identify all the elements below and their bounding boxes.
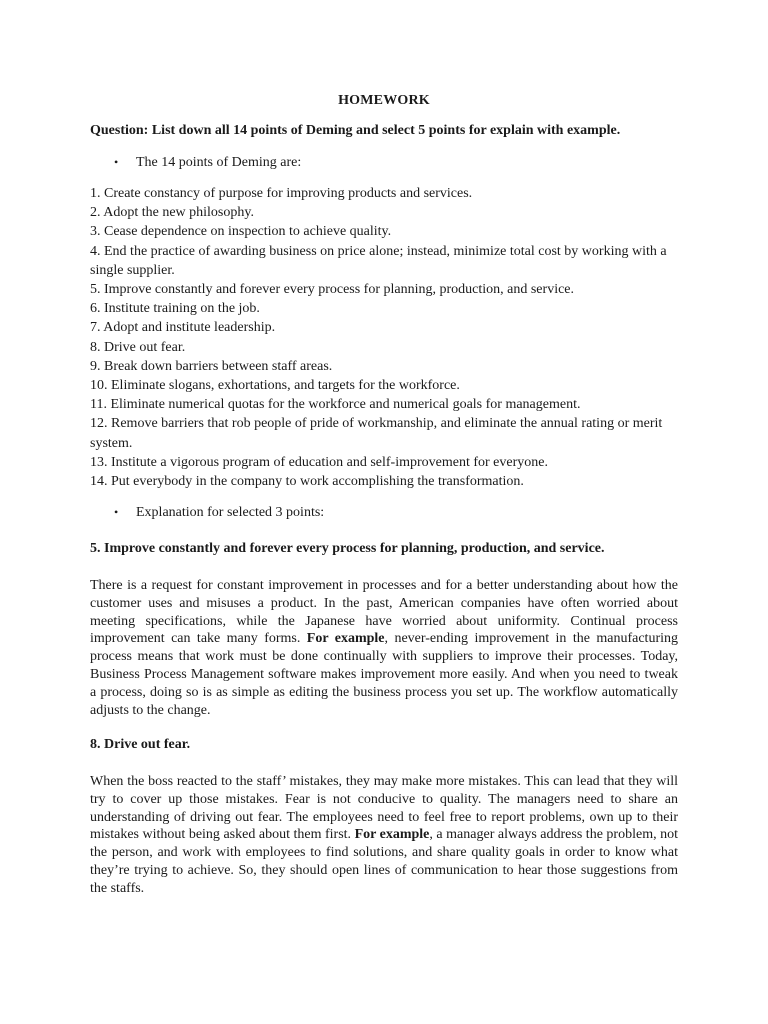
- list-item: 2. Adopt the new philosophy.: [90, 205, 254, 221]
- list-item: 11. Eliminate numerical quotas for the workforce and numerical goals for management.: [90, 397, 581, 413]
- paragraph-emphasis: For example: [306, 631, 385, 647]
- list-item: 12. Remove barriers that rob people of pride of workmanship, and eliminate the annual rating or merit system.: [90, 416, 663, 451]
- bullet-explanation-text: Explanation for selected 3 points:: [136, 505, 325, 520]
- list-item: 3. Cease dependence on inspection to achieve quality.: [90, 224, 392, 240]
- list-item: 7. Adopt and institute leadership.: [90, 320, 276, 336]
- section-paragraph-point-5: [90, 577, 678, 719]
- list-item: 4. End the practice of awarding business on price alone; instead, minimize total cost by working with a single supplier.: [90, 243, 667, 278]
- paragraph-text: There is a request for constant improvement in processes and for a better understanding about how the customer uses and misuses a product. In the past, American companies have often worried about meeting specifications, while the Japanese have worried about uniformity. Continual process improvement can take many forms.: [90, 578, 678, 647]
- bullet-explanation: [114, 505, 324, 521]
- paragraph-text: When the boss reacted to the staff’ mistakes, they may make more mistakes. This can lead that they will try to cover up those mistakes. Fear is not conducive to quality. The managers need to share an understanding of driving out fear. The employees need to feel free to report problems, own up to their mistakes without being asked about them first.: [90, 774, 678, 843]
- list-item: 9. Break down barriers between staff areas.: [90, 358, 333, 374]
- bullet-icon: •: [114, 505, 119, 519]
- deming-points-list: [90, 184, 678, 491]
- section-heading-point-5: 5. Improve constantly and forever every process for planning, production, and service.: [90, 541, 605, 556]
- list-item: 10. Eliminate slogans, exhortations, and targets for the workforce.: [90, 378, 460, 394]
- section-paragraph-point-8: [90, 773, 678, 898]
- question-text: Question: List down all 14 points of Deming and select 5 points for explain with example.: [90, 123, 621, 138]
- paragraph-emphasis: For example: [354, 827, 430, 843]
- section-heading-point-8: 8. Drive out fear.: [90, 737, 191, 752]
- list-item: 5. Improve constantly and forever every process for planning, production, and service.: [90, 282, 575, 298]
- list-item: 14. Put everybody in the company to work accomplishing the transformation.: [90, 474, 524, 490]
- list-item: 8. Drive out fear.: [90, 339, 186, 355]
- document-title: HOMEWORK: [338, 93, 430, 108]
- bullet-intro-text: The 14 points of Deming are:: [136, 155, 302, 170]
- paragraph-text: , a manager always address the problem, not the person, and work with employees to find solutions, and share quality goals in order to know what they’re trying to achieve. So, they should open lines of communication to hear those suggestions from the staffs.: [90, 827, 679, 896]
- bullet-intro: [114, 155, 301, 171]
- list-item: 1. Create constancy of purpose for improving products and services.: [90, 186, 473, 201]
- list-item: 6. Institute training on the job.: [90, 301, 260, 317]
- bullet-icon: •: [114, 155, 119, 169]
- list-item: 13. Institute a vigorous program of education and self-improvement for everyone.: [90, 454, 548, 470]
- paragraph-text: , never-ending improvement in the manufacturing process means that work must be done continually with suppliers to improve their processes. Today, Business Process Management software makes improvement more easily. And when you need to tweak a process, doing so is as simple as editing the business process you set up. The workflow automatically adjusts to the change.: [90, 631, 678, 718]
